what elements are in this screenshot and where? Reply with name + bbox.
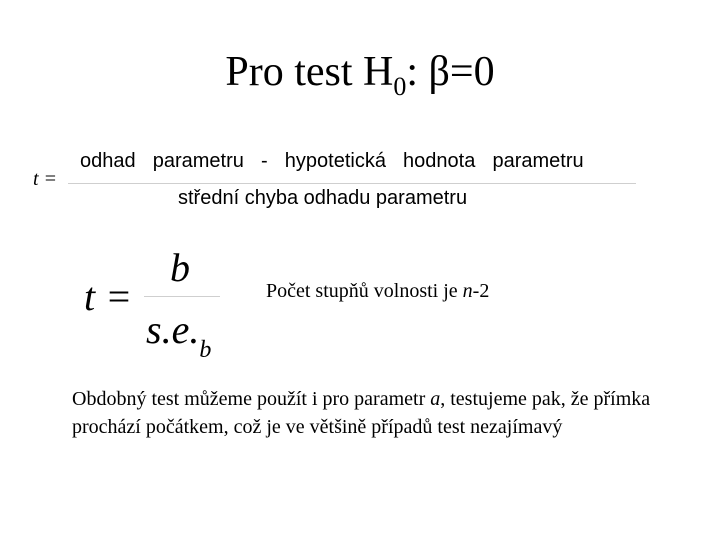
paragraph-param: a — [430, 388, 441, 410]
symbolic-formula-lhs: t = — [84, 274, 133, 319]
word-formula-numerator: odhad parametru - hypotetická hodnota parametru — [80, 150, 584, 172]
note-paragraph — [72, 385, 672, 441]
word-formula-denominator: střední chyba odhadu parametru — [178, 187, 468, 209]
title-suffix: : β=0 — [406, 49, 495, 95]
word-formula-fraction-bar — [68, 183, 636, 184]
dof-text: Počet stupňů volnosti je — [266, 280, 463, 302]
paragraph-part1: Obdobný test můžeme použít i pro parametr — [72, 388, 431, 410]
degrees-of-freedom-note — [266, 280, 489, 303]
word-formula-lhs: t = — [33, 168, 58, 190]
symbolic-formula-denominator — [146, 307, 212, 363]
slide-title — [0, 44, 720, 100]
symbolic-formula-fraction-bar — [144, 296, 220, 297]
symbolic-formula-numerator: b — [170, 245, 190, 290]
denominator-text: s.e. — [146, 307, 200, 352]
title-subscript: 0 — [393, 72, 407, 101]
dof-variable: n — [462, 280, 473, 302]
denominator-subscript: b — [199, 337, 212, 363]
dof-tail: -2 — [472, 280, 490, 302]
title-prefix: Pro test H — [225, 49, 394, 95]
paragraph-part2: , testujeme pak, že přímka prochází počátkem, což je ve většině případů test nezajímavý — [72, 388, 651, 438]
